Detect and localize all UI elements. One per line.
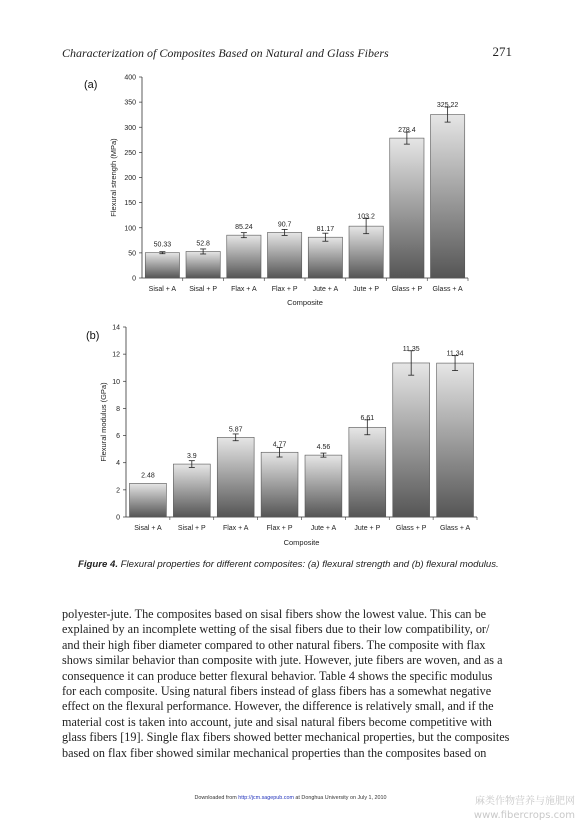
y-tick-label: 2 — [116, 487, 120, 495]
x-tick-label: Jute + P — [353, 286, 380, 293]
bar — [390, 138, 424, 278]
y-tick-label: 6 — [116, 433, 120, 441]
data-label: 325.22 — [436, 102, 459, 110]
bar — [173, 464, 210, 517]
data-label: 2.48 — [141, 472, 155, 480]
bar — [431, 115, 465, 278]
body-line: shows similar behavior than composite with jute. However, jute fibers are woven, and as a — [62, 653, 503, 668]
y-tick-label: 250 — [124, 149, 136, 157]
bar — [393, 363, 430, 517]
y-tick-label: 8 — [116, 405, 120, 413]
y-axis-label: Flexural modulus (GPa) — [99, 382, 108, 462]
y-tick-label: 150 — [124, 200, 136, 208]
body-line: polyester-jute. The composites based on sisal fibers show the lowest value. This can be — [62, 607, 487, 621]
bar — [308, 237, 342, 278]
x-tick-label: Jute + A — [310, 525, 337, 532]
x-tick-label: Flax + P — [271, 286, 298, 293]
body-line: for each composite. Using natural fibers instead of glass fibers has a somewhat negative — [62, 684, 492, 699]
footer-link[interactable]: http://jcm.sagepub.com — [238, 795, 294, 801]
body-line: material cost is taken into account, jute and sisal natural fibers become competitive with — [62, 714, 492, 729]
watermark-url: www.fibercrops.com — [473, 810, 575, 821]
x-tick-label: Jute + P — [354, 525, 381, 532]
panel-b-flexural-modulus-chart — [86, 325, 477, 548]
data-label: 50.33 — [153, 241, 172, 249]
panel-label: (b) — [86, 330, 100, 342]
figure-caption — [78, 559, 518, 570]
x-tick-label: Sisal + P — [177, 525, 206, 532]
footer-prefix: Downloaded from — [194, 795, 239, 801]
bar — [130, 483, 167, 517]
data-label: 11.34 — [446, 350, 464, 358]
data-label: 3.9 — [186, 453, 197, 461]
body-line: and their high fiber diameter compared to other natural fibers. The composite with flax — [62, 637, 486, 652]
bar — [261, 452, 298, 517]
body-line: explained by an incomplete wetting of the sisal fibers due to their low compatibility, or/ — [62, 622, 490, 637]
bar — [227, 235, 261, 278]
bar — [437, 363, 474, 517]
bar — [305, 455, 342, 517]
y-tick-label: 14 — [112, 324, 120, 332]
x-tick-label: Glass + A — [432, 286, 463, 293]
x-tick-label: Sisal + P — [189, 286, 218, 293]
y-tick-label: 0 — [132, 275, 136, 283]
bar — [217, 437, 254, 517]
body-line: glass fibers [19]. Single flax fibers showed better mechanical properties, but the composites — [62, 730, 510, 745]
y-tick-label: 100 — [124, 225, 136, 233]
y-tick-label: 200 — [124, 175, 136, 182]
x-tick-label: Sisal + A — [148, 286, 177, 293]
panel-a-flexural-strength-chart — [84, 75, 468, 308]
data-label: 4.77 — [272, 441, 287, 449]
bar — [186, 251, 220, 278]
panel-label: (a) — [84, 79, 98, 91]
data-label: 103.2 — [357, 213, 375, 221]
body-paragraph — [62, 607, 512, 761]
x-tick-label: Glass + A — [439, 525, 471, 532]
footer-suffix: at Donghua University on July 1, 2010 — [293, 795, 387, 801]
page-number: 271 — [492, 44, 512, 59]
y-tick-label: 50 — [128, 250, 136, 258]
y-tick-label: 4 — [116, 460, 120, 468]
x-tick-label: Flax + A — [222, 525, 249, 532]
x-tick-label: Flax + P — [266, 525, 293, 532]
caption-label: Figure 4. — [78, 559, 118, 570]
bar — [145, 253, 179, 278]
data-label: 4.56 — [316, 444, 331, 452]
y-tick-label: 10 — [112, 378, 120, 386]
watermark-line: 麻类作物营养与施肥网 — [475, 796, 575, 807]
running-title: Characterization of Composites Based on Natural and Glass Fibers — [62, 46, 389, 60]
watermark — [455, 795, 575, 823]
data-label: 6.61 — [360, 414, 375, 422]
data-label: 11.35 — [402, 345, 420, 353]
body-line: based on flax fiber showed similar mechanical properties than the composites based on — [62, 745, 487, 760]
x-tick-label: Flax + A — [231, 286, 257, 293]
data-label: 85.24 — [235, 224, 253, 232]
x-tick-label: Sisal + A — [134, 525, 162, 532]
y-axis-label: Flexural strength (MPa) — [109, 138, 118, 217]
x-tick-label: Glass + P — [395, 525, 427, 532]
y-tick-label: 0 — [116, 514, 120, 522]
body-line: consequence it can produce better flexural behavior. Table 4 shows the specific modulus — [62, 668, 493, 683]
y-tick-label: 12 — [112, 351, 120, 359]
data-label: 5.87 — [228, 426, 243, 434]
x-axis-label: Composite — [283, 538, 320, 547]
bar — [349, 427, 386, 517]
y-tick-label: 300 — [124, 124, 136, 132]
bar — [268, 232, 302, 278]
data-label: 90.7 — [277, 221, 292, 229]
data-label: 278.4 — [398, 127, 416, 135]
y-tick-label: 400 — [124, 74, 136, 82]
x-tick-label: Jute + A — [312, 286, 339, 293]
data-label: 81.17 — [316, 226, 335, 234]
x-axis-label: Composite — [287, 298, 323, 307]
caption-text: Flexural properties for different composites: (a) flexural strength and (b) flexural modulus. — [117, 559, 499, 570]
body-line: effect on the flexural performance. However, the difference is relatively small, and if the — [62, 699, 494, 714]
data-label: 52.8 — [196, 240, 210, 248]
x-tick-label: Glass + P — [391, 286, 423, 293]
y-tick-label: 350 — [124, 99, 136, 107]
